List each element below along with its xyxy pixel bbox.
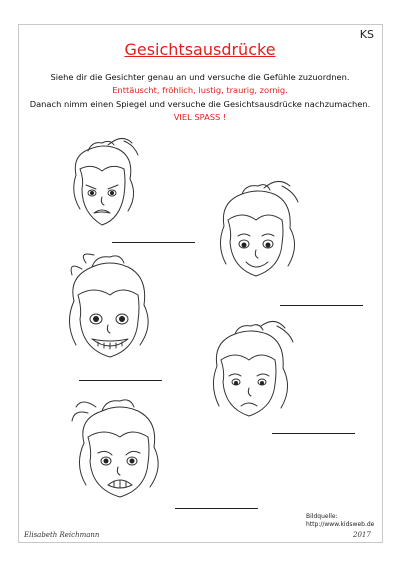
instruction-line-1: Siehe dir die Gesichter genau an und versuche die Gefühle zuzuordnen. [50, 72, 350, 82]
answer-line-1[interactable] [112, 242, 195, 243]
corner-initials: KS [359, 28, 374, 41]
answer-line-2[interactable] [280, 305, 363, 306]
emotion-word-list: Enttäuscht, fröhlich, lustig, traurig, zornig. [112, 85, 288, 95]
credit-url: http://www.kidsweb.de [306, 521, 375, 528]
credit-label: Bildquelle: [306, 513, 338, 520]
answer-line-4[interactable] [272, 433, 355, 434]
face-disappointed-icon [68, 395, 168, 503]
answer-line-5[interactable] [175, 508, 258, 509]
year-label: 2017 [353, 531, 371, 539]
face-happy-icon [212, 180, 302, 285]
author-signature: Elisabeth Reichmann [24, 531, 100, 539]
face-funny-icon [58, 253, 158, 365]
face-sad-icon [205, 318, 295, 426]
face-angry-icon [62, 135, 144, 235]
viel-spass-text: VIEL SPASS ! [173, 112, 227, 122]
answer-line-3[interactable] [79, 380, 162, 381]
image-source-credit [306, 513, 374, 529]
instruction-line-2: Danach nimm einen Spiegel und versuche die Gesichtsausdrücke nachzumachen. [29, 99, 371, 109]
page-title: Gesichtsausdrücke [124, 40, 276, 59]
